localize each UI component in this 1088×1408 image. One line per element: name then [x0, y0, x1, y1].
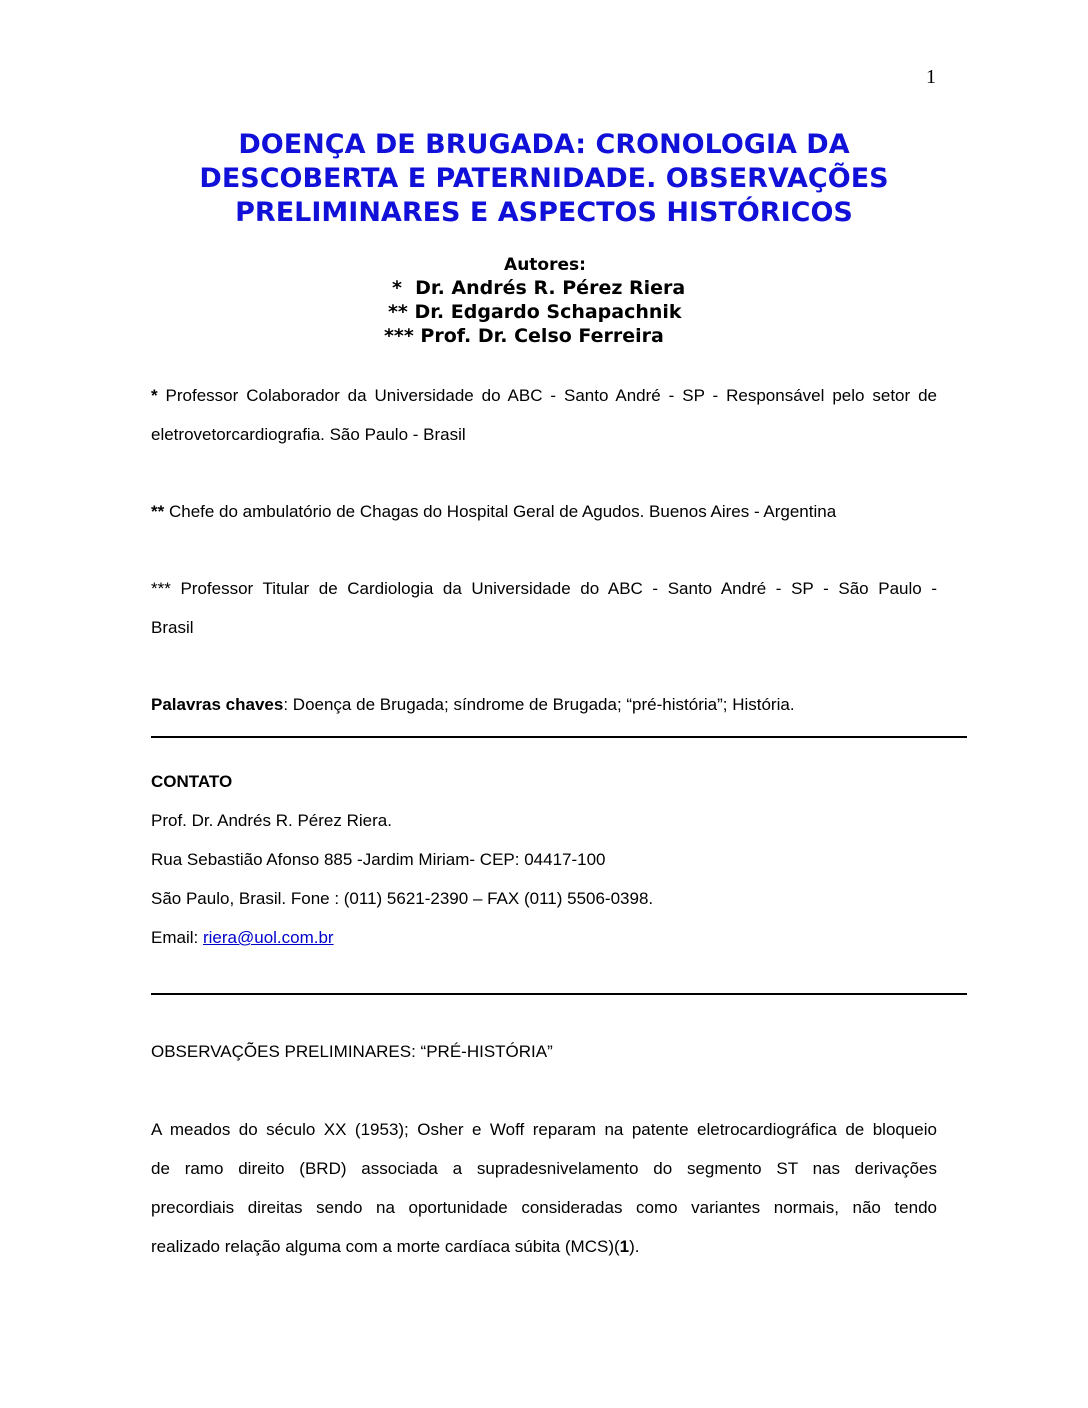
- divider: [151, 736, 967, 738]
- title-line: DOENÇA DE BRUGADA: CRONOLOGIA DA: [238, 129, 850, 160]
- keywords-label: Palavras chaves: [151, 695, 284, 714]
- paragraph-line: realizado relação alguma com a morte cardíaca súbita (MCS)(1).: [151, 1237, 640, 1256]
- keywords-text: : Doença de Brugada; síndrome de Brugada; “pré-história”; História.: [283, 695, 795, 714]
- section-heading: OBSERVAÇÕES PRELIMINARES: “PRÉ-HISTÓRIA”: [151, 1042, 553, 1061]
- contact-address: Rua Sebastião Afonso 885 -Jardim Miriam- CEP: 04417-100: [151, 850, 606, 869]
- section-paragraph: [151, 1110, 937, 1266]
- affiliation-line: ** Chefe do ambulatório de Chagas do Hospital Geral de Agudos. Buenos Aires - Argentina: [151, 502, 837, 521]
- title-line: PRELIMINARES E ASPECTOS HISTÓRICOS: [235, 197, 853, 228]
- affiliation-3: [151, 569, 937, 647]
- affiliation-line: *** Professor Titular de Cardiologia da Universidade do ABC - Santo André - SP - São Paulo -: [151, 579, 937, 598]
- contact-block: [151, 762, 937, 957]
- authors-header: Autores:: [504, 255, 586, 275]
- email-link[interactable]: riera@uol.com.br: [202, 928, 334, 947]
- paragraph-line: A meados do século XX (1953); Osher e Woff reparam na patente eletrocardiográfica de bloqueio: [151, 1120, 937, 1139]
- reference-number: 1: [619, 1237, 630, 1256]
- divider: [151, 993, 967, 995]
- affiliation-marker: *: [151, 386, 158, 405]
- contact-phone: São Paulo, Brasil. Fone : (011) 5621-2390 – FAX (011) 5506-0398.: [151, 889, 654, 908]
- contact-name: Prof. Dr. Andrés R. Pérez Riera.: [151, 811, 392, 830]
- contact-heading: CONTATO: [151, 772, 233, 791]
- author-name: *** Prof. Dr. Celso Ferreira: [384, 325, 664, 347]
- paragraph-line: de ramo direito (BRD) associada a supradesnivelamento do segmento ST nas derivações: [151, 1159, 937, 1178]
- keywords: [151, 685, 937, 724]
- affiliation-marker: **: [151, 502, 165, 521]
- page-number: 1: [926, 66, 936, 88]
- affiliation-line: * Professor Colaborador da Universidade do ABC - Santo André - SP - Responsável pelo setor de: [151, 386, 937, 405]
- author-name: ** Dr. Edgardo Schapachnik: [388, 301, 682, 323]
- contact-email-row: [151, 918, 937, 957]
- affiliation-2: [151, 492, 937, 531]
- affiliation-line: Brasil: [151, 618, 194, 637]
- author-name: * Dr. Andrés R. Pérez Riera: [392, 277, 686, 299]
- email-label: Email:: [151, 928, 203, 947]
- title-line: DESCOBERTA E PATERNIDADE. OBSERVAÇÕES: [199, 163, 889, 194]
- affiliation-line: eletrovetorcardiografia. São Paulo - Brasil: [151, 425, 466, 444]
- affiliation-1: [151, 376, 937, 454]
- authors-block: [330, 254, 760, 348]
- paragraph-line: precordiais direitas sendo na oportunidade consideradas como variantes normais, não tendo: [151, 1198, 937, 1217]
- document-title: [130, 128, 958, 230]
